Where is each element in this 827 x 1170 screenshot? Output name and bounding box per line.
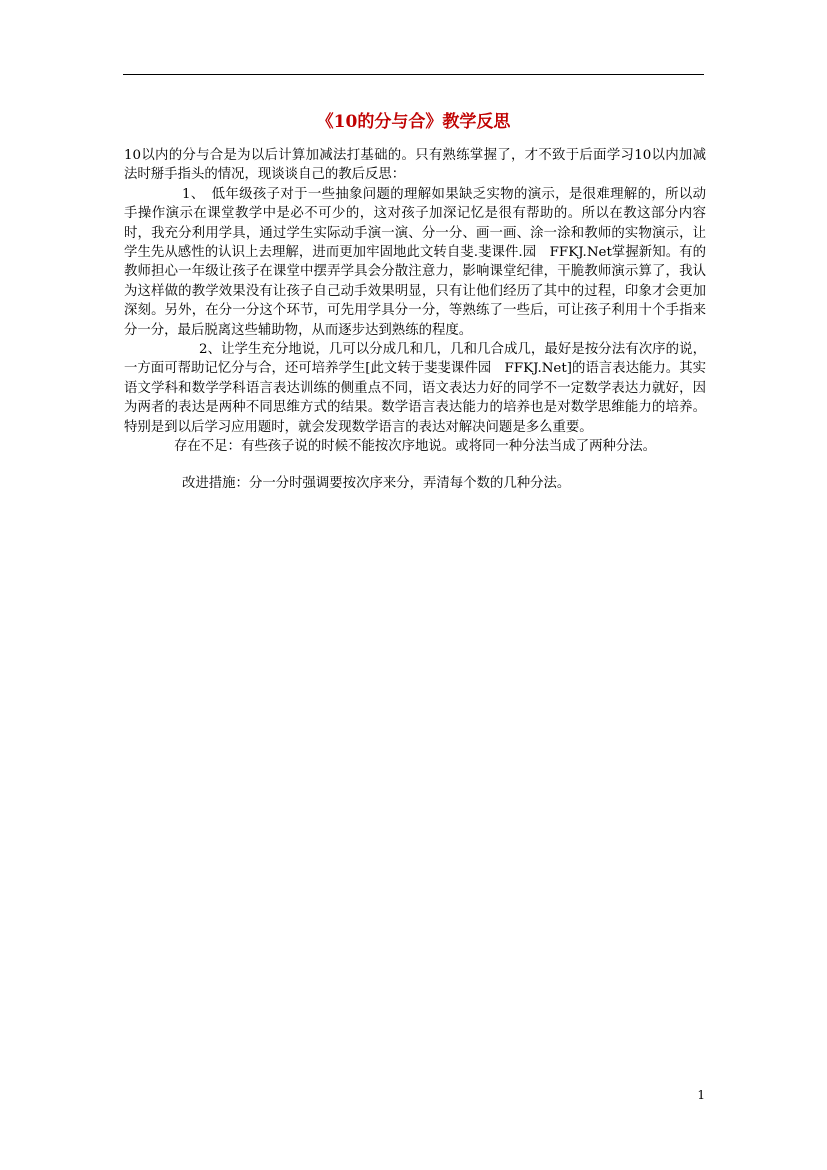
document-title: 《10的分与合》教学反思 [316, 112, 511, 132]
header-rule [123, 74, 704, 75]
document-body [124, 146, 706, 493]
improvement-paragraph: 改进措施：分一分时强调要按次序来分，弄清每个数的几种分法。 [182, 475, 571, 491]
intro-paragraph: 10以内的分与合是为以后计算加减法打基础的。只有熟练掌握了，才不致于后面学习10以内加减法时掰手指头的情况，现谈谈自己的教后反思： [124, 148, 706, 183]
reflection-item-1: 1、 低年级孩子对于一些抽象问题的理解如果缺乏实物的演示，是很难理解的，所以动手操作演示在课堂教学中是必不可少的，这对孩子加深记忆是很有帮助的。所以在教这部分内容时，我充分利用学具，通过学生实际动手演一演、分一分、画一画、涂一涂和教师的实物演示，让学生先从感性的认识上去理解，进而更加牢固地此文转自斐.斐课件.园 FFKJ.Net掌握新知。有的教师担心一年级让孩子在课堂中摆弄学具会分散注意力，影响课堂纪律，干脆教师演示算了，我认为这样做的教学效果没有让孩子自己动手效果明显，只有让他们经历了其中的过程，印象才会更加深刻。另外，在分一分这个环节，可先用学具分一分，等熟练了一些后，可让孩子利用十个手指来分一分，最后脱离这些辅助物，从而逐步达到熟练的程度。 [124, 186, 706, 338]
shortcoming-paragraph: 存在不足：有些孩子说的时候不能按次序地说。或将同一种分法当成了两种分法。 [174, 439, 657, 455]
page-number: 1 [697, 1088, 705, 1102]
reflection-item-2: 2、让学生充分地说，几可以分成几和几，几和几合成几，最好是按分法有次序的说，一方面可帮助记忆分与合，还可培养学生[此文转于斐斐课件园 FFKJ.Net]的语言表达能力。其实语文学科和数学学科语言表达训练的侧重点不同，语文表达力好的同学不一定数学表达力就好，因为两者的表达是两种不同思维方式的结果。数学语言表达能力的培养也是对数学思维能力的培养。特别是到以后学习应用题时，就会发现数学语言的表达对解决问题是多么重要。 [124, 342, 706, 435]
